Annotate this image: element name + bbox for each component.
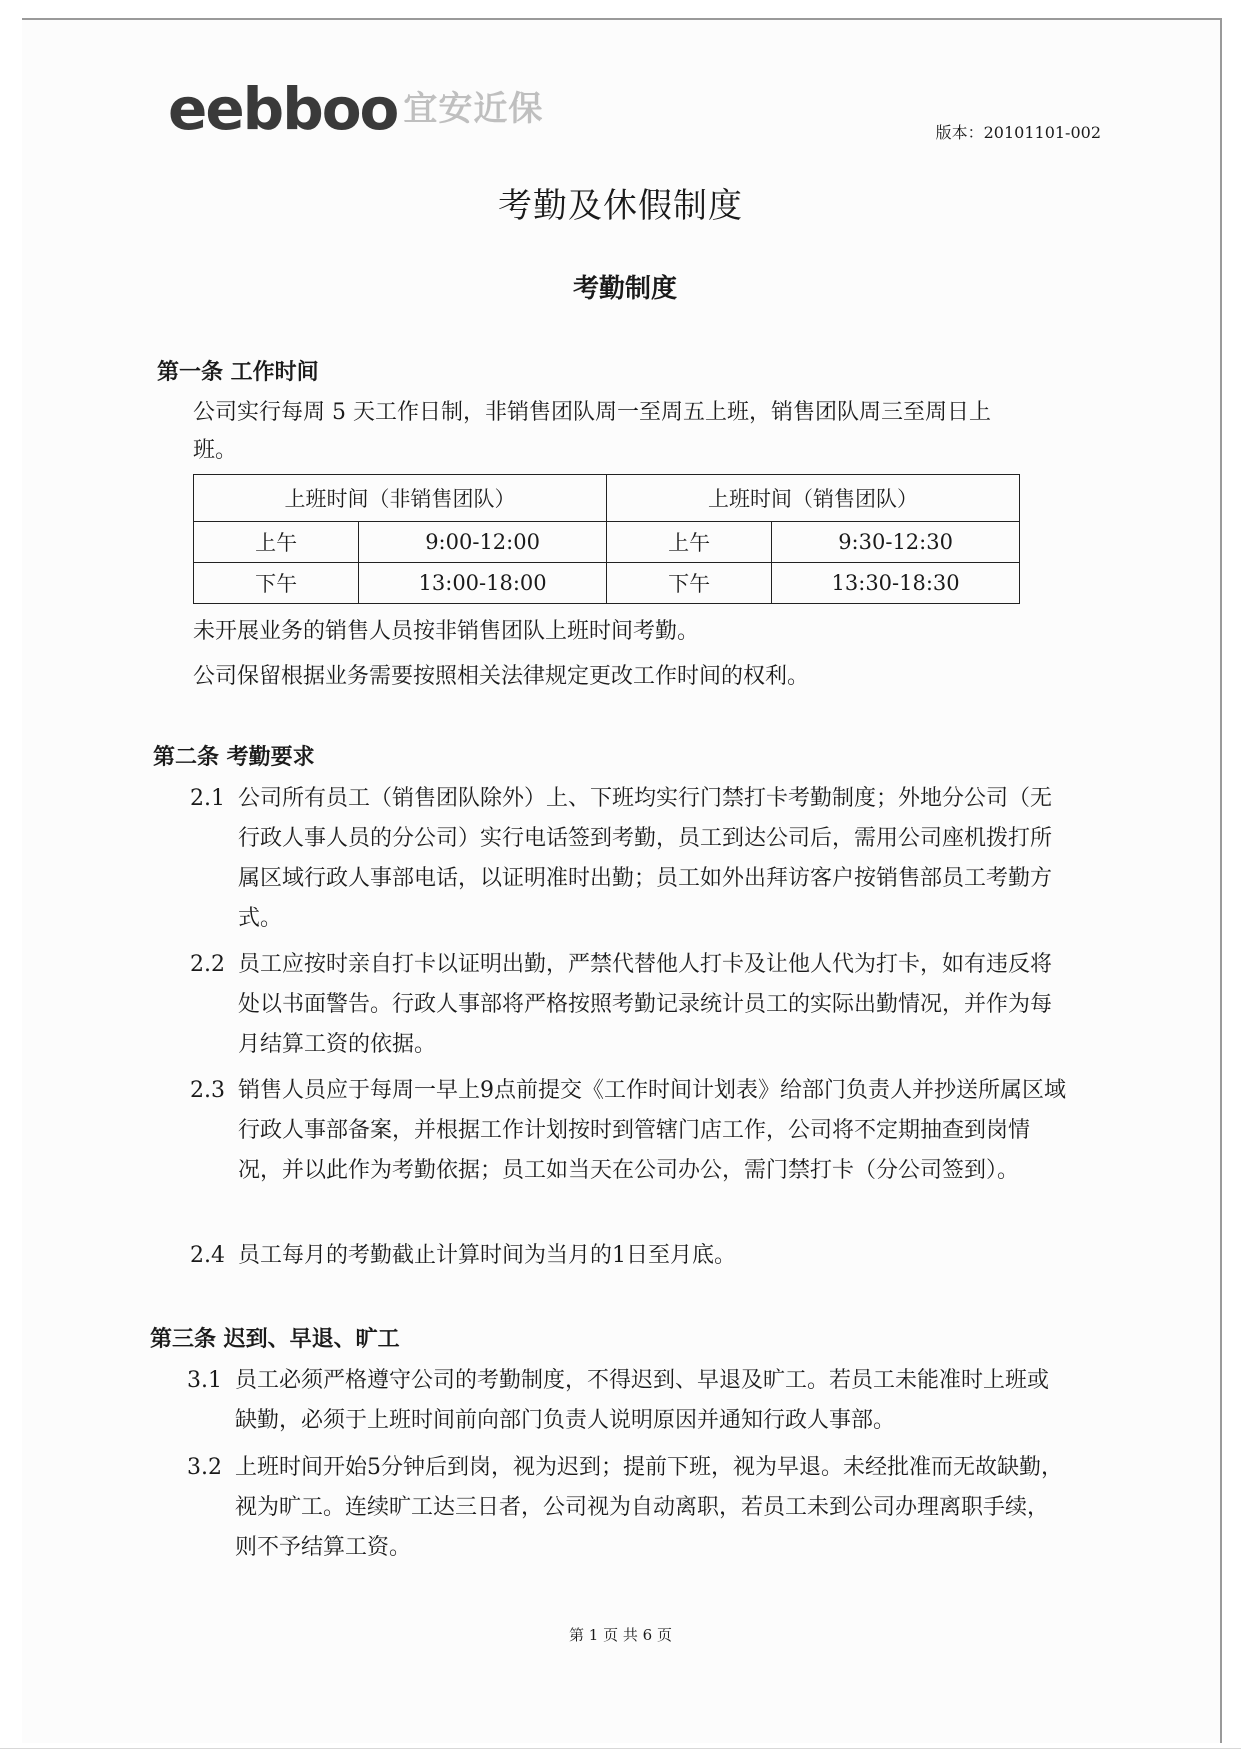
header-non-sales: 上班时间（非销售团队）: [194, 475, 607, 522]
article-1-heading: 第一条 工作时间: [157, 359, 319, 385]
clause-text: 员工应按时亲自打卡以证明出勤，严禁代替他人打卡及让他人代为打卡，如有违反将处以书面警告。行政人事部将严格按照考勤记录统计员工的实际出勤情况，并作为每月结算工资的依据。: [238, 952, 1053, 1057]
table-row: [194, 563, 1020, 604]
clause-number: 3.1: [187, 1368, 222, 1393]
clause-2-2: [190, 945, 1068, 1065]
logo-text-en: eebboo: [168, 75, 398, 143]
cell-non-sales-hours: 9:00-12:00: [359, 522, 607, 563]
page-number: 第 1 页 共 6 页: [569, 1626, 672, 1644]
clause-2-1: [190, 779, 1068, 939]
cell-period: 下午: [194, 563, 359, 604]
article-3-heading: 第三条 迟到、早退、旷工: [150, 1326, 400, 1352]
table-row: [194, 522, 1020, 563]
clause-number: 2.2: [190, 952, 225, 977]
clause-2-3: [190, 1071, 1068, 1191]
article-1-intro-line2: 班。: [193, 438, 238, 463]
clause-2-4: [190, 1236, 1068, 1276]
clause-text: 销售人员应于每周一早上9点前提交《工作时间计划表》给部门负责人并抄送所属区域行政人事部备案，并根据工作计划按时到管辖门店工作，公司将不定期抽查到岗情况，并以此作为考勤依据；员工如当天在公司办公，需门禁打卡（分公司签到）。: [238, 1078, 1066, 1183]
clause-3-1: [187, 1361, 1065, 1441]
article-1-note1: 未开展业务的销售人员按非销售团队上班时间考勤。: [193, 619, 700, 644]
clause-text: 上班时间开始5分钟后到岗，视为迟到；提前下班，视为早退。未经批准而无故缺勤，视为旷工。连续旷工达三日者，公司视为自动离职，若员工未到公司办理离职手续，则不予结算工资。: [235, 1455, 1063, 1560]
clause-text: 员工必须严格遵守公司的考勤制度，不得迟到、早退及旷工。若员工未能准时上班或缺勤，必须于上班时间前向部门负责人说明原因并通知行政人事部。: [235, 1368, 1050, 1433]
cell-period: 上午: [194, 522, 359, 563]
cell-sales-period: 下午: [606, 563, 771, 604]
article-1-note2: 公司保留根据业务需要按照相关法律规定更改工作时间的权利。: [193, 664, 810, 689]
article-1-intro-line1: 公司实行每周 5 天工作日制，非销售团队周一至周五上班，销售团队周三至周日上: [193, 400, 991, 425]
header-sales: 上班时间（销售团队）: [606, 475, 1019, 522]
article-2-heading: 第二条 考勤要求: [153, 744, 315, 770]
logo-text-cn: 宜安近保: [403, 89, 544, 129]
version-label: 版本：20101101-002: [935, 123, 1101, 142]
clause-number: 2.1: [190, 786, 225, 811]
clause-3-2: [187, 1448, 1065, 1568]
work-hours-table: [193, 474, 1020, 604]
clause-number: 2.3: [190, 1078, 225, 1103]
page-bottom-edge: [0, 1748, 1241, 1749]
clause-number: 2.4: [190, 1243, 225, 1268]
cell-non-sales-hours: 13:00-18:00: [359, 563, 607, 604]
cell-sales-hours: 9:30-12:30: [772, 522, 1020, 563]
clause-text: 公司所有员工（销售团队除外）上、下班均实行门禁打卡考勤制度；外地分公司（无行政人事人员的分公司）实行电话签到考勤，员工到达公司后，需用公司座机拨打所属区域行政人事部电话，以证明准时出勤；员工如外出拜访客户按销售部员工考勤方式。: [238, 786, 1053, 931]
cell-sales-hours: 13:30-18:30: [772, 563, 1020, 604]
table-header-row: [194, 475, 1020, 522]
section-title: 考勤制度: [572, 274, 677, 304]
company-logo: [168, 75, 544, 143]
clause-number: 3.2: [187, 1455, 222, 1480]
document-title: 考勤及休假制度: [498, 186, 743, 226]
clause-text: 员工每月的考勤截止计算时间为当月的1日至月底。: [238, 1243, 736, 1268]
cell-sales-period: 上午: [606, 522, 771, 563]
